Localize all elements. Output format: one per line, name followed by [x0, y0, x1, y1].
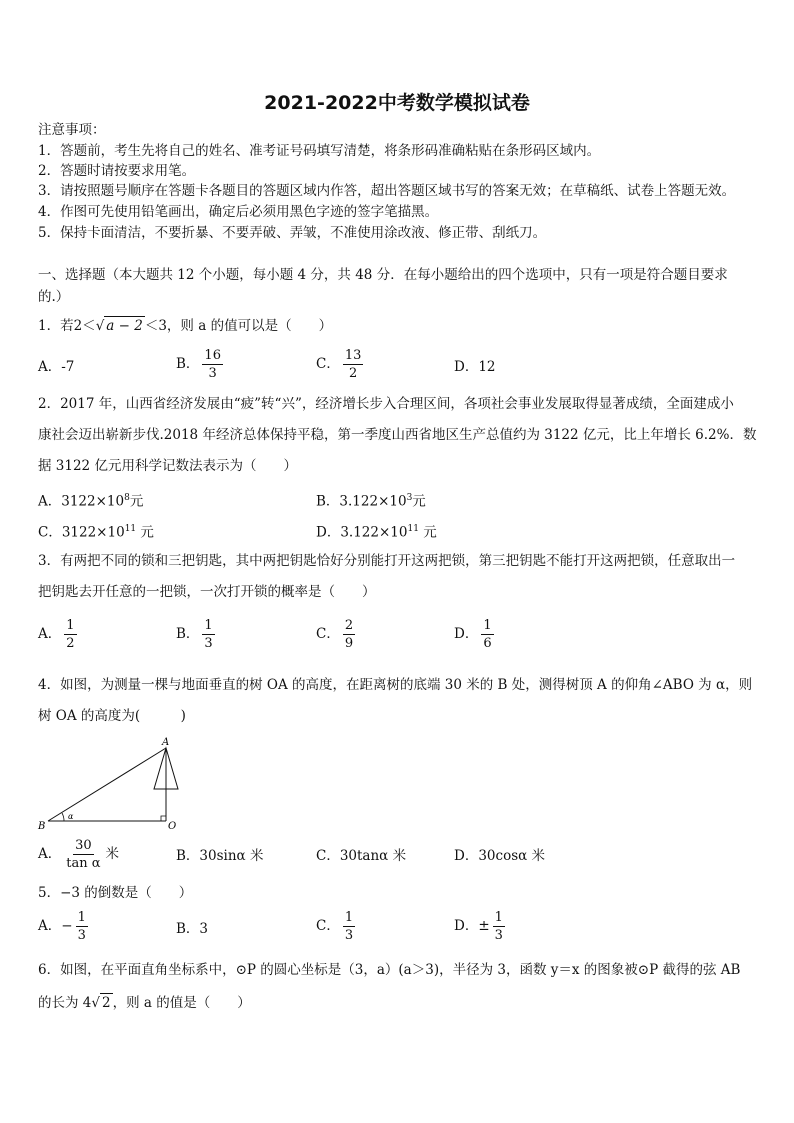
q2-option-d: D．$3.122\times 10^{11}$ 元: [316, 524, 437, 541]
question-1-stem: 1．若2＜√ a − 2 ＜3，则 a 的值可以是（ ）: [38, 318, 333, 334]
q2-option-b: B．$3.122\times 10^3$元: [316, 493, 426, 510]
notes-heading: 注意事项：: [38, 122, 106, 138]
q1-option-a: A．-7: [38, 359, 75, 375]
q2-option-a: A．$3122\times 10^8$元: [38, 493, 144, 510]
q3-option-b: B． $\frac{1}{3}$: [176, 618, 213, 651]
question-3-line1: 3．有两把不同的锁和三把钥匙，其中两把钥匙恰好分别能打开这两把锁，第三把钥匙不能打开这两把锁，任意取出一: [38, 553, 736, 569]
label-a: A: [162, 737, 170, 748]
q4-option-a: A． $\frac{30}{\text{tan α}}$ 米: [38, 838, 120, 871]
angle-arc: [62, 813, 64, 821]
question-6-line2: 的长为 4√ 2 ，则 a 的值是（ ）: [38, 995, 251, 1011]
page-title: 2021-2022中考数学模拟试卷: [264, 92, 530, 114]
q2-option-c: C．$3122\times 10^{11}$ 元: [38, 524, 154, 541]
tree-angle-figure: [34, 735, 184, 835]
label-b: B: [38, 821, 46, 832]
note-item-4: 4．作图可先使用铅笔画出，确定后必须用黑色字迹的签字笔描黑。: [38, 204, 439, 220]
label-o: O: [168, 821, 177, 832]
question-6-line1: 6．如图，在平面直角坐标系中，⊙P 的圆心坐标是（3，a）(a＞3)，半径为 3，函数 y＝x 的图象被⊙P 截得的弦 AB: [38, 962, 741, 978]
q5-option-c: C． $\frac{1}{3}$: [316, 910, 354, 943]
q4-option-c: C．30tanα 米: [316, 848, 407, 864]
question-5-stem: 5．−3 的倒数是（ ）: [38, 885, 193, 901]
q3-option-a: A． $\frac{1}{2}$: [38, 618, 75, 651]
q4-option-d: D．30cosα 米: [454, 848, 546, 864]
note-item-2: 2．答题时请按要求用笔。: [38, 163, 196, 179]
figure-hypotenuse: [48, 748, 166, 821]
q5-option-d: D．± $\frac{1}{3}$: [454, 910, 503, 943]
q3-option-c: C． $\frac{2}{9}$: [316, 618, 354, 651]
note-item-3: 3．请按照题号顺序在答题卡各题目的答题区域内作答，超出答题区域书写的答案无效；在草稿纸、试卷上答题无效。: [38, 183, 736, 199]
sqrt-expression: √ 2: [91, 995, 111, 1011]
right-angle-marker: [161, 816, 166, 821]
q5-option-b: B．3: [176, 921, 209, 937]
question-2-line1: 2．2017 年，山西省经济发展由“疲”转“兴”，经济增长步入合理区间，各项社会事业发展取得显著成绩，全面建成小: [38, 396, 734, 412]
question-4-line2: 树 OA 的高度为( ): [38, 708, 186, 724]
q4-option-b: B．30sinα 米: [176, 848, 264, 864]
note-item-1: 1．答题前，考生先将自己的姓名、准考证号码填写清楚，将条形码准确粘贴在条形码区域内。: [38, 143, 601, 159]
q3-option-d: D． $\frac{1}{6}$: [454, 618, 492, 651]
note-item-5: 5．保持卡面清洁，不要折暴、不要弄破、弄皱，不准使用涂改液、修正带、刮纸刀。: [38, 225, 547, 241]
q5-option-a: A．− $\frac{1}{3}$: [38, 910, 86, 943]
section-header-line1: 一、选择题（本大题共 12 个小题，每小题 4 分，共 48 分．在每小题给出的四个选项中，只有一项是符合题目要求: [38, 267, 728, 283]
question-3-line2: 把钥匙去开任意的一把锁，一次打开锁的概率是（ ）: [38, 584, 376, 600]
question-4-line1: 4．如图，为测量一棵与地面垂直的树 OA 的高度，在距离树的底端 30 米的 B 处，测得树顶 A 的仰角∠ABO 为 α，则: [38, 677, 753, 693]
section-header-line2: 的.）: [38, 289, 70, 305]
q1-option-d: D．12: [454, 359, 496, 375]
question-2-line3: 据 3122 亿元用科学记数法表示为（ ）: [38, 458, 297, 474]
sqrt-expression: √ a − 2: [95, 318, 143, 334]
question-2-line2: 康社会迈出崭新步伐.2018 年经济总体保持平稳，第一季度山西省地区生产总值约为 3122 亿元，比上年增长 6.2%．数: [38, 427, 757, 443]
q1-option-c: C． $\frac{13}{2}$: [316, 348, 362, 381]
q1-option-b: B． $\frac{16}{3}$: [176, 348, 221, 381]
label-alpha: α: [68, 812, 74, 821]
